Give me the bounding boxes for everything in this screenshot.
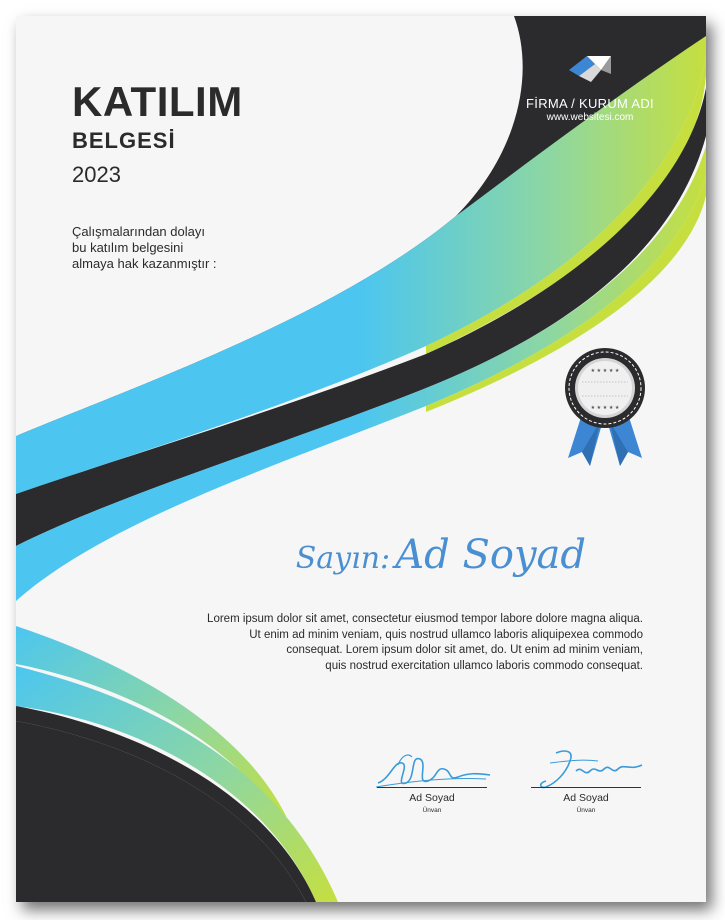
body-line: consequat. Lorem ipsum dolor sit amet, do. Ut enim ad minim veniam,: [286, 644, 643, 656]
award-seal-icon: [560, 346, 650, 471]
signature-block-right: [526, 743, 646, 825]
signature-scribble-icon: [372, 743, 492, 793]
signer-name: Ad Soyad: [563, 792, 609, 804]
intro-text: [72, 224, 312, 272]
body-line: quis nostrud exercitation ullamco laboris commodo consequat.: [325, 659, 643, 672]
body-line: Ut enim ad minim veniam, quis nostrud ullamco laboris aliquipexea commodo: [249, 628, 643, 641]
svg-text:★ ★ ★ ★ ★: ★ ★ ★ ★ ★: [590, 405, 620, 411]
recipient-name: Ad Soyad: [395, 532, 586, 578]
certificate-subtitle: BELGESİ: [72, 128, 176, 153]
recipient-line: [166, 532, 586, 578]
signer-title: Ünvan: [422, 807, 442, 814]
signer-title: Ünvan: [576, 807, 596, 814]
svg-text:★ ★ ★ ★ ★: ★ ★ ★ ★ ★: [590, 368, 620, 374]
abstract-logo-icon: [565, 54, 615, 84]
intro-line: bu katılım belgesini: [72, 240, 184, 255]
signature-line: [377, 787, 487, 788]
intro-line: almaya hak kazanmıştır :: [72, 256, 217, 271]
certificate-year: 2023: [72, 162, 121, 187]
signature-line: [531, 787, 641, 788]
body-line: Lorem ipsum dolor sit amet, consectetur eiusmod tempor labore dolore magna aliqua.: [207, 613, 643, 625]
body-text: [166, 612, 643, 674]
organization-name: FİRMA / KURUM ADI: [526, 96, 654, 111]
signature-block-left: [372, 743, 492, 825]
organization-website: www.websitesi.com: [546, 112, 634, 123]
recipient-prefix: Sayın:: [295, 541, 391, 576]
signer-name: Ad Soyad: [409, 792, 455, 804]
certificate-page: [16, 16, 706, 902]
intro-line: Çalışmalarından dolayı: [72, 224, 205, 239]
certificate-title: KATILIM: [72, 78, 243, 125]
signature-scribble-icon: [526, 743, 646, 793]
